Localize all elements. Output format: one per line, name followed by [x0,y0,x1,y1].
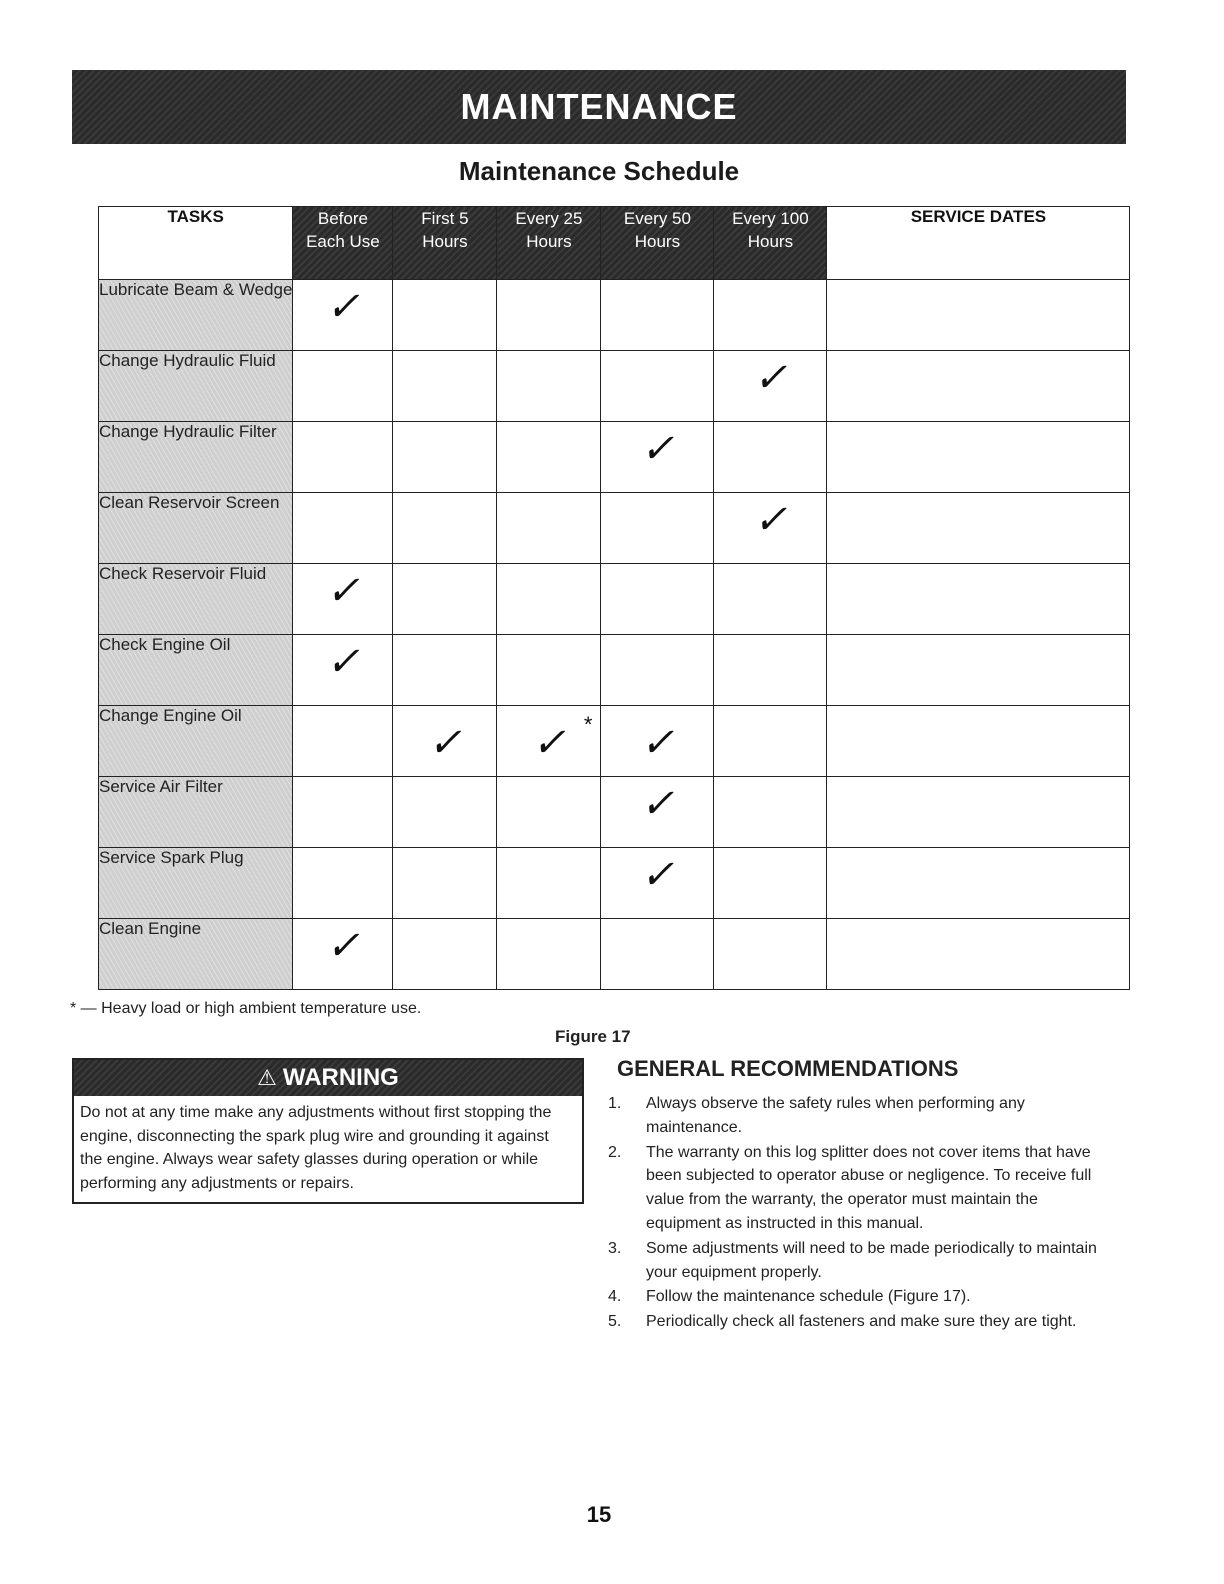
checkmark-icon: ✓ [640,720,675,766]
interval-cell [497,564,601,635]
interval-cell [601,280,714,351]
table-row [99,706,1130,777]
interval-header-first-5-hours: First 5 Hours [393,207,497,280]
interval-cell [601,564,714,635]
checkmark-icon: ✓ [326,284,360,330]
task-name: Service Air Filter [99,777,293,848]
interval-cell [393,564,497,635]
interval-cell [714,635,827,706]
interval-header-before-each-use: Before Each Use [293,207,393,280]
service-dates-cell [827,422,1130,493]
checkmark-icon: ✓ [428,720,462,766]
interval-cell [293,848,393,919]
table-row [99,919,1130,990]
interval-cell [601,422,714,493]
task-name: Change Hydraulic Filter [99,422,293,493]
service-dates-cell [827,635,1130,706]
figure-caption: Figure 17 [555,1027,631,1046]
page-number: 15 [586,1502,612,1527]
interval-cell [293,777,393,848]
interval-cell [601,706,714,777]
interval-cell [714,422,827,493]
table-row [99,493,1130,564]
interval-cell [601,635,714,706]
interval-cell [293,280,393,351]
interval-cell [293,706,393,777]
interval-cell [393,848,497,919]
checkmark-icon: ✓ [640,426,675,472]
interval-cell [293,351,393,422]
interval-cell [601,493,714,564]
task-name: Clean Engine [99,919,293,990]
interval-header-every-25-hours: Every 25 Hours [497,207,601,280]
list-item: 3. Some adjustments will need to be made periodically to maintain your equipment properly. [608,1239,1097,1281]
interval-cell [497,777,601,848]
interval-cell [714,564,827,635]
interval-cell [393,493,497,564]
interval-header-every-50-hours: Every 50 Hours [601,207,714,280]
interval-cell [714,848,827,919]
interval-cell [293,422,393,493]
list-item: 2. The warranty on this log splitter does not cover items that have been subjected to operator abuse or negligence. To receive full value from the warranty, the operator must maintain the equipment as instructed in this manual. [608,1143,1092,1232]
checkmark-icon: ✓ [532,720,566,766]
interval-cell [714,493,827,564]
warning-title: WARNING [282,1064,399,1091]
interval-cell [497,422,601,493]
service-dates-cell [827,706,1130,777]
checkmark-icon: ✓ [326,568,360,614]
service-dates-cell [827,564,1130,635]
schedule-footnote: * — Heavy load or high ambient temperature use. [70,1000,422,1017]
interval-cell [497,635,601,706]
recommendations-title: GENERAL RECOMMENDATIONS [617,1056,959,1081]
interval-cell [601,351,714,422]
maintenance-schedule-table [98,206,1130,990]
interval-cell [293,635,393,706]
interval-cell [497,919,601,990]
interval-cell [393,351,497,422]
interval-cell [293,493,393,564]
warning-header [74,1060,582,1096]
interval-cell [393,919,497,990]
recommendations-list [606,1092,1116,1335]
interval-cell [601,919,714,990]
checkmark-icon: ✓ [640,852,675,898]
service-dates-cell [827,777,1130,848]
warning-triangle-icon: ⚠ [257,1065,277,1090]
task-name: Clean Reservoir Screen [99,493,293,564]
service-dates-column-header: SERVICE DATES [827,207,1130,280]
table-row [99,848,1130,919]
tasks-column-header: TASKS [99,207,293,280]
checkmark-icon: ✓ [326,639,360,685]
table-row [99,351,1130,422]
interval-header-every-100-hours: Every 100 Hours [714,207,827,280]
table-row [99,777,1130,848]
interval-cell [714,280,827,351]
section-title: MAINTENANCE [460,86,738,127]
warning-box [72,1058,584,1204]
interval-cell [497,493,601,564]
service-dates-cell [827,493,1130,564]
interval-cell [393,706,497,777]
interval-cell [497,706,601,777]
interval-cell [393,777,497,848]
list-item: 5. Periodically check all fasteners and make sure they are tight. [608,1313,1077,1331]
interval-cell [601,848,714,919]
table-row [99,635,1130,706]
interval-cell [714,351,827,422]
list-item: 1. Always observe the safety rules when performing any maintenance. [608,1095,1025,1136]
interval-cell [497,351,601,422]
checkmark-icon: ✓ [753,355,788,401]
interval-cell [497,848,601,919]
interval-cell [393,635,497,706]
service-dates-cell [827,351,1130,422]
list-item: 4. Follow the maintenance schedule (Figure 17). [608,1288,971,1306]
table-row [99,422,1130,493]
checkmark-icon: ✓ [326,923,360,969]
task-name: Lubricate Beam & Wedge [99,280,293,351]
service-dates-cell [827,280,1130,351]
interval-cell [714,919,827,990]
interval-cell [293,919,393,990]
task-name: Service Spark Plug [99,848,293,919]
interval-cell [497,280,601,351]
table-row [99,564,1130,635]
task-name: Check Engine Oil [99,635,293,706]
warning-text: Do not at any time make any adjustments without first stopping the engine, disconnecting the spark plug wire and grounding it against the engine. Always wear safety glasses during operation or while performing any adjustments or repairs. [80,1104,552,1192]
service-dates-cell [827,848,1130,919]
interval-cell [393,280,497,351]
interval-cell [601,777,714,848]
task-name: Check Reservoir Fluid [99,564,293,635]
checkmark-icon: ✓ [753,497,788,543]
table-header-row [99,207,1130,280]
service-dates-cell [827,919,1130,990]
checkmark-icon: ✓ [640,781,675,827]
task-name: Change Hydraulic Fluid [99,351,293,422]
section-banner [72,70,1126,144]
interval-cell [714,706,827,777]
schedule-title: Maintenance Schedule [458,156,740,186]
task-name: Change Engine Oil [99,706,293,777]
asterisk-note: * [583,712,593,737]
interval-cell [714,777,827,848]
interval-cell [393,422,497,493]
interval-cell [293,564,393,635]
table-row [99,280,1130,351]
